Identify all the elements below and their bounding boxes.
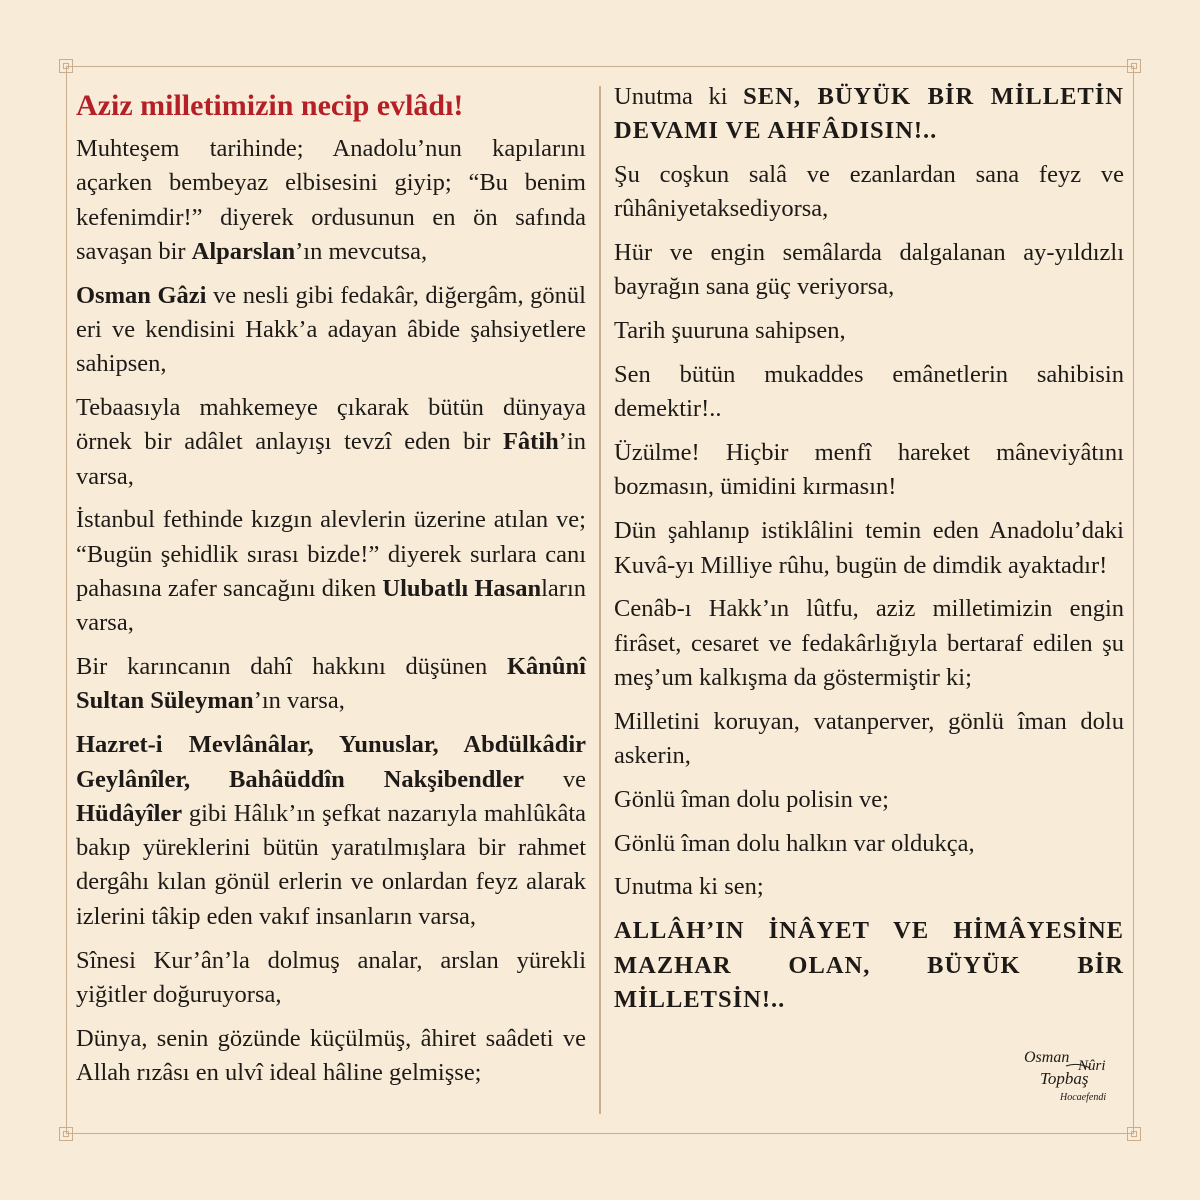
corner-ornament-top-right bbox=[1123, 55, 1145, 77]
paragraph-text: Bir karıncanın dahî hakkını düşünen bbox=[76, 653, 507, 681]
paragraph-text: ların varsa, bbox=[76, 575, 587, 637]
bold-name: Fâtih bbox=[502, 428, 559, 456]
paragraph-asker: Milletini koruyan, vatanperver, gönlü îman dolu askerin, bbox=[614, 707, 1124, 770]
paragraph-alparslan bbox=[76, 132, 586, 269]
paragraph-gonul-erleri bbox=[76, 728, 586, 934]
paragraph-uzulme: Üzülme! Hiçbir menfî hareket mâneviyâtını bozmasın, ümidini kırmasın! bbox=[614, 439, 1124, 501]
column-divider bbox=[599, 86, 601, 1114]
paragraph-fatih bbox=[76, 391, 586, 494]
paragraph-text: Unutma ki bbox=[614, 83, 744, 110]
paragraph-text: ve bbox=[523, 765, 586, 793]
paragraph-polis: Gönlü îman dolu polisin ve; bbox=[614, 785, 889, 813]
paragraph-kuvayi-milliye: Dün şahlanıp istiklâlini temin eden Anadolu’daki Kuvâ-yı Milliye rûhu, bugün de dimdik ayaktadır! bbox=[614, 517, 1124, 579]
paragraph-sala: Şu coşkun salâ ve ezanlardan sana feyz ve rûhâniyetaksediyorsa, bbox=[614, 161, 1124, 223]
left-column bbox=[76, 78, 586, 1100]
paragraph-emanet: Sen bütün mukaddes emânetlerin sahibisin demektir!.. bbox=[614, 361, 1124, 423]
bold-name: Hüdâyîler bbox=[76, 799, 183, 827]
bold-name: Ulubatlı Hasan bbox=[382, 575, 542, 603]
signature-first-name: Osman bbox=[1024, 1049, 1070, 1066]
bold-name: Osman Gâzi bbox=[76, 281, 207, 309]
corner-ornament-top-left bbox=[55, 55, 77, 77]
paragraph-ulubatli-hasan bbox=[76, 503, 586, 640]
bold-name: Hazret-i Mevlânâlar, Yunuslar, Abdülkâdir Geylânîler, Bahâüddîn Nakşibendler bbox=[76, 731, 586, 793]
paragraph-text: Tebaasıyla mahkemeye çıkarak bütün dünyaya örnek bir adâlet anlayışı tevzî eden bir bbox=[76, 394, 586, 456]
paragraph-text: ’in varsa, bbox=[76, 428, 586, 490]
paragraph-text: Muhteşem tarihinde; Anadolu’nun kapılarını açarken bembeyaz elbisesini giyip; “Bu benim kefenimdir!” diyerek ordusunun en ön safında savaşan bir bbox=[76, 135, 586, 265]
closing-statement: ALLÂH’IN İNÂYET VE HİMÂYESİNE MAZHAR OLAN, BÜYÜK BİR MİLLETSİN!.. bbox=[614, 917, 1124, 1013]
bold-name: Alparslan bbox=[191, 237, 296, 265]
right-column bbox=[614, 80, 1124, 1027]
bold-statement: SEN, BÜYÜK BİR MİLLETİN DEVAMI VE AHFÂDISIN!.. bbox=[614, 83, 1124, 145]
corner-ornament-bottom-right bbox=[1123, 1123, 1145, 1145]
paragraph-text: gibi Hâlık’ın şefkat nazarıyla mahlûkâta bakıp yüreklerini bütün yaratılmışlara bir rahmet dergâhı kılan gönül erlerin ve onlardan feyz alarak izlerini tâkip eden vakıf insanların varsa, bbox=[76, 799, 586, 930]
paragraph-unutma-ki-sen: Unutma ki sen; bbox=[614, 873, 764, 901]
signature bbox=[1020, 1046, 1130, 1110]
page-title: Aziz milletimizin necip evlâdı! bbox=[76, 89, 464, 122]
paragraph-unutma bbox=[614, 80, 1124, 149]
paragraph-text: ve nesli gibi fedakâr, diğergâm, gönül eri ve kendisini Hakk’a adayan âbide şahsiyetlere sahipsen, bbox=[76, 281, 586, 378]
paragraph-kanuni bbox=[76, 650, 586, 719]
paragraph-halk: Gönlü îman dolu halkın var oldukça, bbox=[614, 829, 975, 857]
bold-name: Kânûnî Sultan Süleyman bbox=[76, 653, 586, 715]
paragraph-text: İstanbul fethinde kızgın alevlerin üzerine atılan ve; “Bugün şehidlik sırası bizde!” diyerek surlara canı pahasına zafer sancağını diken bbox=[76, 506, 586, 603]
paragraph-osman-gazi bbox=[76, 279, 586, 382]
corner-ornament-bottom-left bbox=[55, 1123, 77, 1145]
signature-title: Hocaefendi bbox=[1060, 1092, 1107, 1103]
signature-middle-name: Nûri bbox=[1078, 1058, 1106, 1074]
paragraph-cenab-i-hak: Cenâb-ı Hakk’ın lûtfu, aziz milletimizin engin firâset, cesaret ve fedakârlığıyla bertaraf edilen şu meş’um kalkışma da göstermiştir ki; bbox=[614, 595, 1124, 691]
paragraph-bayrak: Hür ve engin semâlarda dalgalanan ay-yıldızlı bayrağın sana güç veriyorsa, bbox=[614, 239, 1124, 301]
paragraph-dunya: Dünya, senin gözünde küçülmüş, âhiret saâdeti ve Allah rızâsı en ulvî ideal hâline gelmişse; bbox=[76, 1024, 586, 1086]
paragraph-analar: Sînesi Kur’ân’la dolmuş analar, arslan yürekli yiğitler doğuruyorsa, bbox=[76, 946, 586, 1008]
paragraph-tarih: Tarih şuuruna sahipsen, bbox=[614, 317, 846, 345]
paragraph-text: ’ın varsa, bbox=[253, 687, 345, 715]
signature-last-name: Topbaş bbox=[1040, 1069, 1089, 1088]
paragraph-text: ’ın mevcutsa, bbox=[295, 237, 428, 265]
